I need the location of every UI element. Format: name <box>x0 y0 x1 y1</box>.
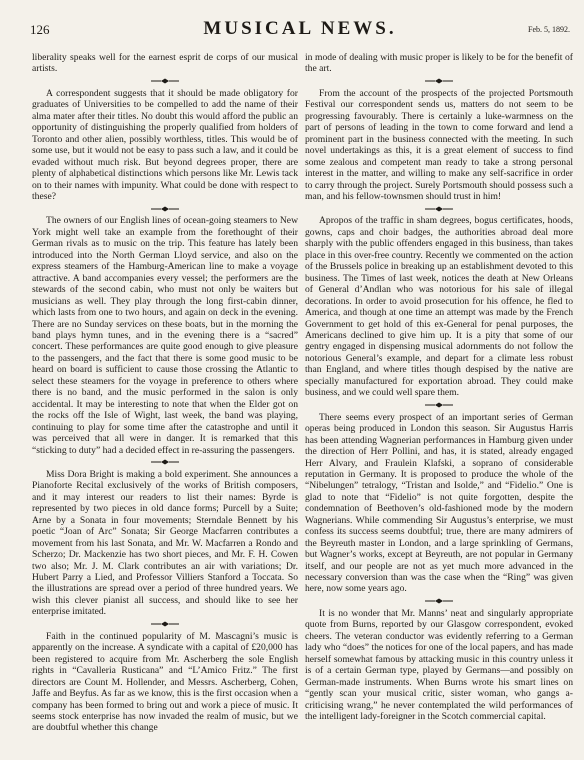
ornamental-dash-icon <box>305 75 573 88</box>
paragraph: in mode of dealing with music proper is likely to be for the benefit of the art. <box>305 52 573 75</box>
left-column <box>32 52 298 734</box>
right-column <box>305 52 573 722</box>
paragraph: The owners of our English lines of ocean-going steamers to New York might well take an example from the forethought of their German rivals as to music on the trip. This feature has lately been introduced into the North German Lloyd service, and also on the express steamers of the Hamburg-American line to make a voyage attractive. A band accompanies every vessel; the performers are the stewards of the second cabin, who must not only be waiters but musicians as well. They play through the long first-cabin dinner, which lasts from one to two hours, and again on deck in the evening. There are no Sunday services on these boats, but in the morning the band plays hymn tunes, and in the evening there is a “sacred” concert. These performances are quite good enough to give pleasure to the passengers, and the fact that there is some good music to be heard on board is sufficient to cause those crossing the Atlantic to select these steamers for the voyage in preference to others where there is no band, and the music performed in the salon is only accidental. It may be interesting to note that when the Elder got on the rocks off the Isle of Wight, last week, the band was playing, continuing to play for some time after the catastrophe and until it was perceived that all were in danger. It is remarked that this “sticking to duty” had a decided effect in re-assuring the passengers. <box>32 215 298 456</box>
ornamental-dash-icon <box>32 75 298 88</box>
paragraph: It is no wonder that Mr. Manns’ neat and singularly appropriate quote from Burns, reported by our Glasgow correspondent, evoked cheers. The veteran conductor was evidently referring to a German lady who “does” the notices for one of the local papers, and has made herself somewhat famous by attacking music in this country unless it is of a certain German type, played by Germans—and possibly on German-made instruments. When Burns wrote his smart lines on “gently scan your musical critic, sister woman, who gangs a-criticising wrang,” he never contemplated the wild performances of the intelligent lady-foreigner in the Scotch commercial capital. <box>305 607 573 723</box>
page-header <box>30 18 570 40</box>
issue-date: Feb. 5, 1892. <box>528 25 570 34</box>
ornamental-dash-icon <box>32 456 298 469</box>
ornamental-dash-icon <box>32 618 298 631</box>
ornamental-dash-icon <box>305 399 573 412</box>
paragraph: Apropos of the traffic in sham degrees, bogus certificates, hoods, gowns, caps and choir badges, the authorities abroad deal more sharply with the public offenders engaged in this business, than takes place in this over-free country. Recently we commented on the action of the Brussels police in breaking up an establishment devoted to this business. The Times of last week, notices the death at New Orleans of General d’Andlan who was notorious for his sale of illegal decorations. In order to avoid prosecution for his offence, he fled to America, and though at one time an attempt was made by the French Government to get hold of this ex-General for penal purposes, the Americans declined to give him up. It is a pity that some of our gentry engaged in dispensing musical adornments do not follow the notorious General’s example, and depart for a climate less robust than England, and where titles though despised by the native are specially manufactured for exportation abroad. They could make business, and we could well spare them. <box>305 215 573 399</box>
paragraph: There seems every prospect of an important series of German operas being produced in London this season. Sir Augustus Harris has been attending Wagnerian performances in Hamburg given under the direction of Herr Pollini, and has, it is stated, already engaged Herr Alvary, and Fraulein Klafski, a soprano of considerable reputation in Germany. It is proposed to produce the whole of the “Nibelungen” tetralogy, “Tristan and Isolde,” and “Fidelio.” One is glad to note that “Fidelio” is not quite forgotten, despite the condemnation of Beethoven’s old-fashioned mode by the modern Wagnerians. While commending Sir Augustus’s enterprise, we must confess its success seems doubtful; true, there are many admirers of the Beyreuth master in London, and a large sprinkling of Germans, but Wagner’s works, except at Beyreuth, are not popular in Germany itself, and our people are not as yet much more advanced in the necessary conversion than was the case when the “Ring” was given here, now some years ago. <box>305 411 573 595</box>
running-title: MUSICAL NEWS. <box>203 18 397 39</box>
ornamental-dash-icon <box>305 202 573 215</box>
paragraph: Faith in the continued popularity of M. Mascagni’s music is apparently on the increase. A syndicate with a capital of £20,000 has been registered to acquire from Mr. Ascherberg the sole English rights in “Cavalleria Rusticana” and “L’Amico Fritz.” The first directors are Count M. Hollender, and Messrs. Ascherberg, Cohen, Jaffe and Beyfus. As far as we know, this is the first occasion when a company has been formed to bring out and work a piece of music. It seems stock enterprise has now invaded the realm of music, but we are doubtful whether this change <box>32 630 298 734</box>
page-number: 126 <box>30 22 50 37</box>
paragraph: A correspondent suggests that it should be made obligatory for graduates of Universities to be compelled to add the name of their alma mater after their titles. No doubt this would afford the public an opportunity of distinguishing the properly qualified from holders of Toronto and other alien, possibly worthless, titles. This would be of some use, but it would not be easy to pass such a law, and it could be evaded without much risk. But beyond degrees proper, there are plenty of alphabetical distinctions which persons like Mr. Lewis tack on to their names with impunity. What could be done with respect to these? <box>32 87 298 202</box>
paragraph: From the account of the prospects of the projected Portsmouth Festival our correspondent sends us, matters do not seem to be progressing favourably. There is certainly a luke-warmness on the part of persons of leading in the town to come forward and lend a prominent part in the business connected with the meeting. In such novel undertakings as this, it is a great element of success to find some zealous and competent man ready to take a strong personal interest in the matter, and willing to make any self-sacrifice in order to carry through the project. Surely Portsmouth should possess such a man, and his fellow-townsmen should trust in him! <box>305 87 573 202</box>
ornamental-dash-icon <box>32 202 298 215</box>
ornamental-dash-icon <box>305 595 573 608</box>
paragraph: liberality speaks well for the earnest esprit de corps of our musical artists. <box>32 52 298 75</box>
paragraph: Miss Dora Bright is making a bold experiment. She announces a Pianoforte Recital exclusively of the works of British composers, and it may interest our readers to list their names: Byrde is represented by two pieces in old dance forms; Purcell by a Suite; Arne by a Sonata in four movements; Sterndale Bennett by his poetic “Joan of Arc” Sonata; Sir George Macfarren contributes a movement from his last Sonata, and Mr. W. Macfarren a Rondo and Scherzo; Dr. Mackenzie has two short pieces, and Mr. F. H. Cowen two also; Mr. J. M. Clark contributes an air with variations; Dr. Hubert Parry a Lied, and Professor Villiers Stanford a Toccata. So the illustrations are spread over a period of three hundred years. We wish this clever pianist all success, and should like to see her enterprise imitated. <box>32 468 298 618</box>
